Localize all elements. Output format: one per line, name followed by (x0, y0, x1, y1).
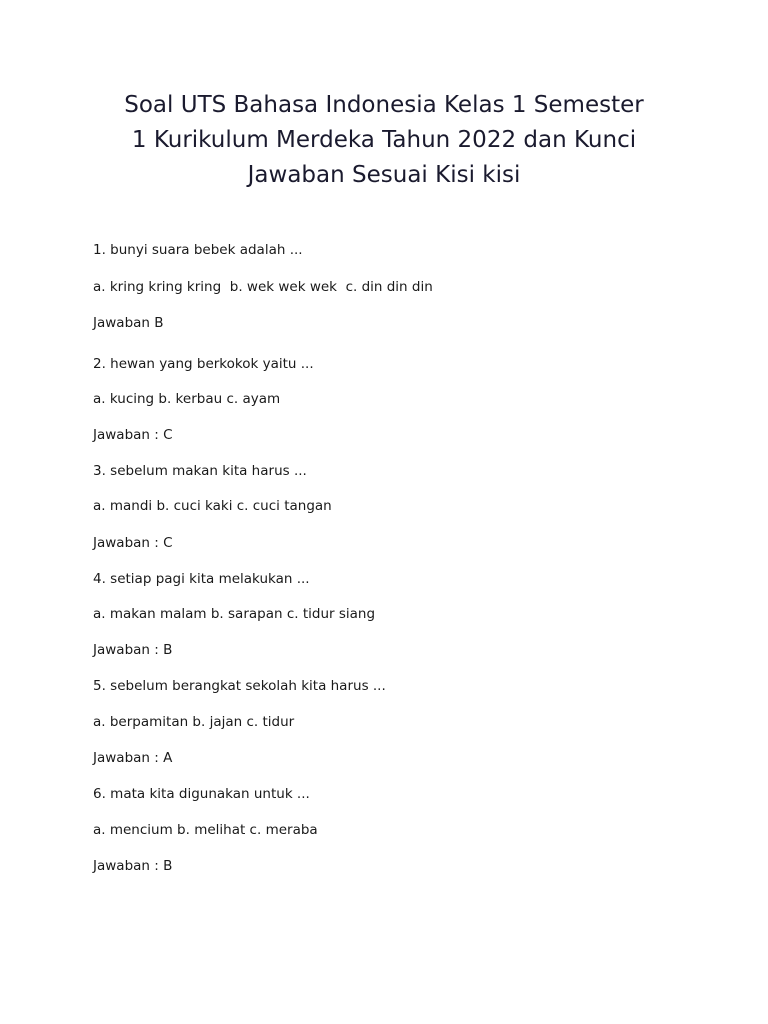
question-3-text: 3. sebelum makan kita harus ... (93, 463, 307, 479)
question-5-text: 5. sebelum berangkat sekolah kita harus ... (93, 678, 386, 694)
document-title (80, 88, 688, 193)
question-3-options: a. mandi b. cuci kaki c. cuci tangan (93, 498, 332, 514)
title-line-3: Jawaban Sesuai Kisi kisi (247, 162, 521, 188)
question-4-options: a. makan malam b. sarapan c. tidur siang (93, 606, 376, 622)
question-6-options: a. mencium b. melihat c. meraba (93, 822, 318, 838)
title-line-1: Soal UTS Bahasa Indonesia Kelas 1 Semester (124, 92, 644, 118)
question-3-answer: Jawaban : C (93, 535, 173, 551)
question-1-options: a. kring kring kring b. wek wek wek c. din din din (93, 279, 433, 295)
question-2-answer: Jawaban : C (93, 427, 173, 443)
question-5-answer: Jawaban : A (93, 750, 173, 766)
question-6-answer: Jawaban : B (93, 858, 173, 874)
question-6-text: 6. mata kita digunakan untuk ... (93, 786, 310, 802)
question-1-text: 1. bunyi suara bebek adalah ... (93, 242, 303, 258)
question-2-options: a. kucing b. kerbau c. ayam (93, 391, 281, 407)
title-line-2: 1 Kurikulum Merdeka Tahun 2022 dan Kunci (131, 127, 637, 153)
question-2-text: 2. hewan yang berkokok yaitu ... (93, 356, 314, 372)
question-5-options: a. berpamitan b. jajan c. tidur (93, 714, 295, 730)
question-4-answer: Jawaban : B (93, 642, 173, 658)
question-4-text: 4. setiap pagi kita melakukan ... (93, 571, 310, 587)
question-1-answer: Jawaban B (93, 315, 164, 331)
